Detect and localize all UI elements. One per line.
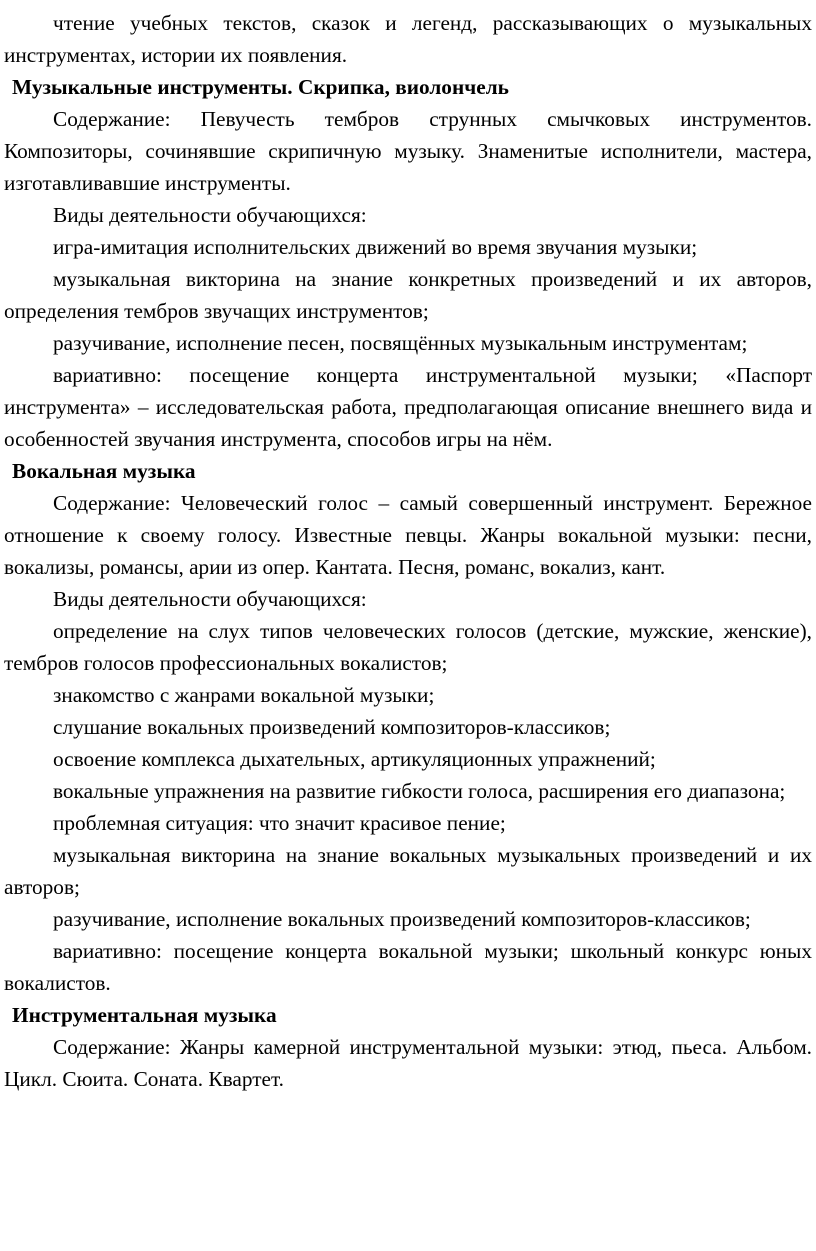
paragraph: Содержание: Человеческий голос – самый совершенный инструмент. Бережное отношение к своему голосу. Известные певцы. Жанры вокальной музыки: песни, вокализы, романсы, арии из опер. Кантата. Песня, романс, вокализ, кант. xyxy=(4,491,812,579)
paragraph: Содержание: Жанры камерной инструментальной музыки: этюд, пьеса. Альбом. Цикл. Сюита. Соната. Квартет. xyxy=(4,1035,812,1091)
list-item: разучивание, исполнение песен, посвящённых музыкальным инструментам; xyxy=(53,331,748,355)
list-item: музыкальная викторина на знание вокальных музыкальных произведений и их авторов; xyxy=(4,843,812,899)
list-item: вокальные упражнения на развитие гибкости голоса, расширения его диапазона; xyxy=(53,779,786,803)
section-heading: Вокальная музыка xyxy=(12,459,196,483)
paragraph: чтение учебных текстов, сказок и легенд, рассказывающих о музыкальных инструментах, истории их появления. xyxy=(4,11,812,67)
section-heading: Музыкальные инструменты. Скрипка, виолончель xyxy=(12,75,509,99)
list-item: разучивание, исполнение вокальных произведений композиторов-классиков; xyxy=(53,907,751,931)
list-item: вариативно: посещение концерта вокальной музыки; школьный конкурс юных вокалистов. xyxy=(4,939,812,995)
list-item: музыкальная викторина на знание конкретных произведений и их авторов, определения тембров звучащих инструментов; xyxy=(4,267,812,323)
list-item: определение на слух типов человеческих голосов (детские, мужские, женские), тембров голосов профессиональных вокалистов; xyxy=(4,619,812,675)
list-item: слушание вокальных произведений композиторов-классиков; xyxy=(53,715,611,739)
list-item: знакомство с жанрами вокальной музыки; xyxy=(53,683,435,707)
list-item: освоение комплекса дыхательных, артикуляционных упражнений; xyxy=(53,747,656,771)
list-item: игра-имитация исполнительских движений во время звучания музыки; xyxy=(53,235,698,259)
section-heading: Инструментальная музыка xyxy=(12,1003,277,1027)
paragraph: Виды деятельности обучающихся: xyxy=(53,587,367,611)
paragraph: Содержание: Певучесть тембров струнных смычковых инструментов. Композиторы, сочинявшие скрипичную музыку. Знаменитые исполнители, мастера, изготавливавшие инструменты. xyxy=(4,107,812,195)
list-item: проблемная ситуация: что значит красивое пение; xyxy=(53,811,506,835)
paragraph: Виды деятельности обучающихся: xyxy=(53,203,367,227)
list-item: вариативно: посещение концерта инструментальной музыки; «Паспорт инструмента» – исследовательская работа, предполагающая описание внешнего вида и особенностей звучания инструмента, способов игры на нём. xyxy=(4,363,812,451)
